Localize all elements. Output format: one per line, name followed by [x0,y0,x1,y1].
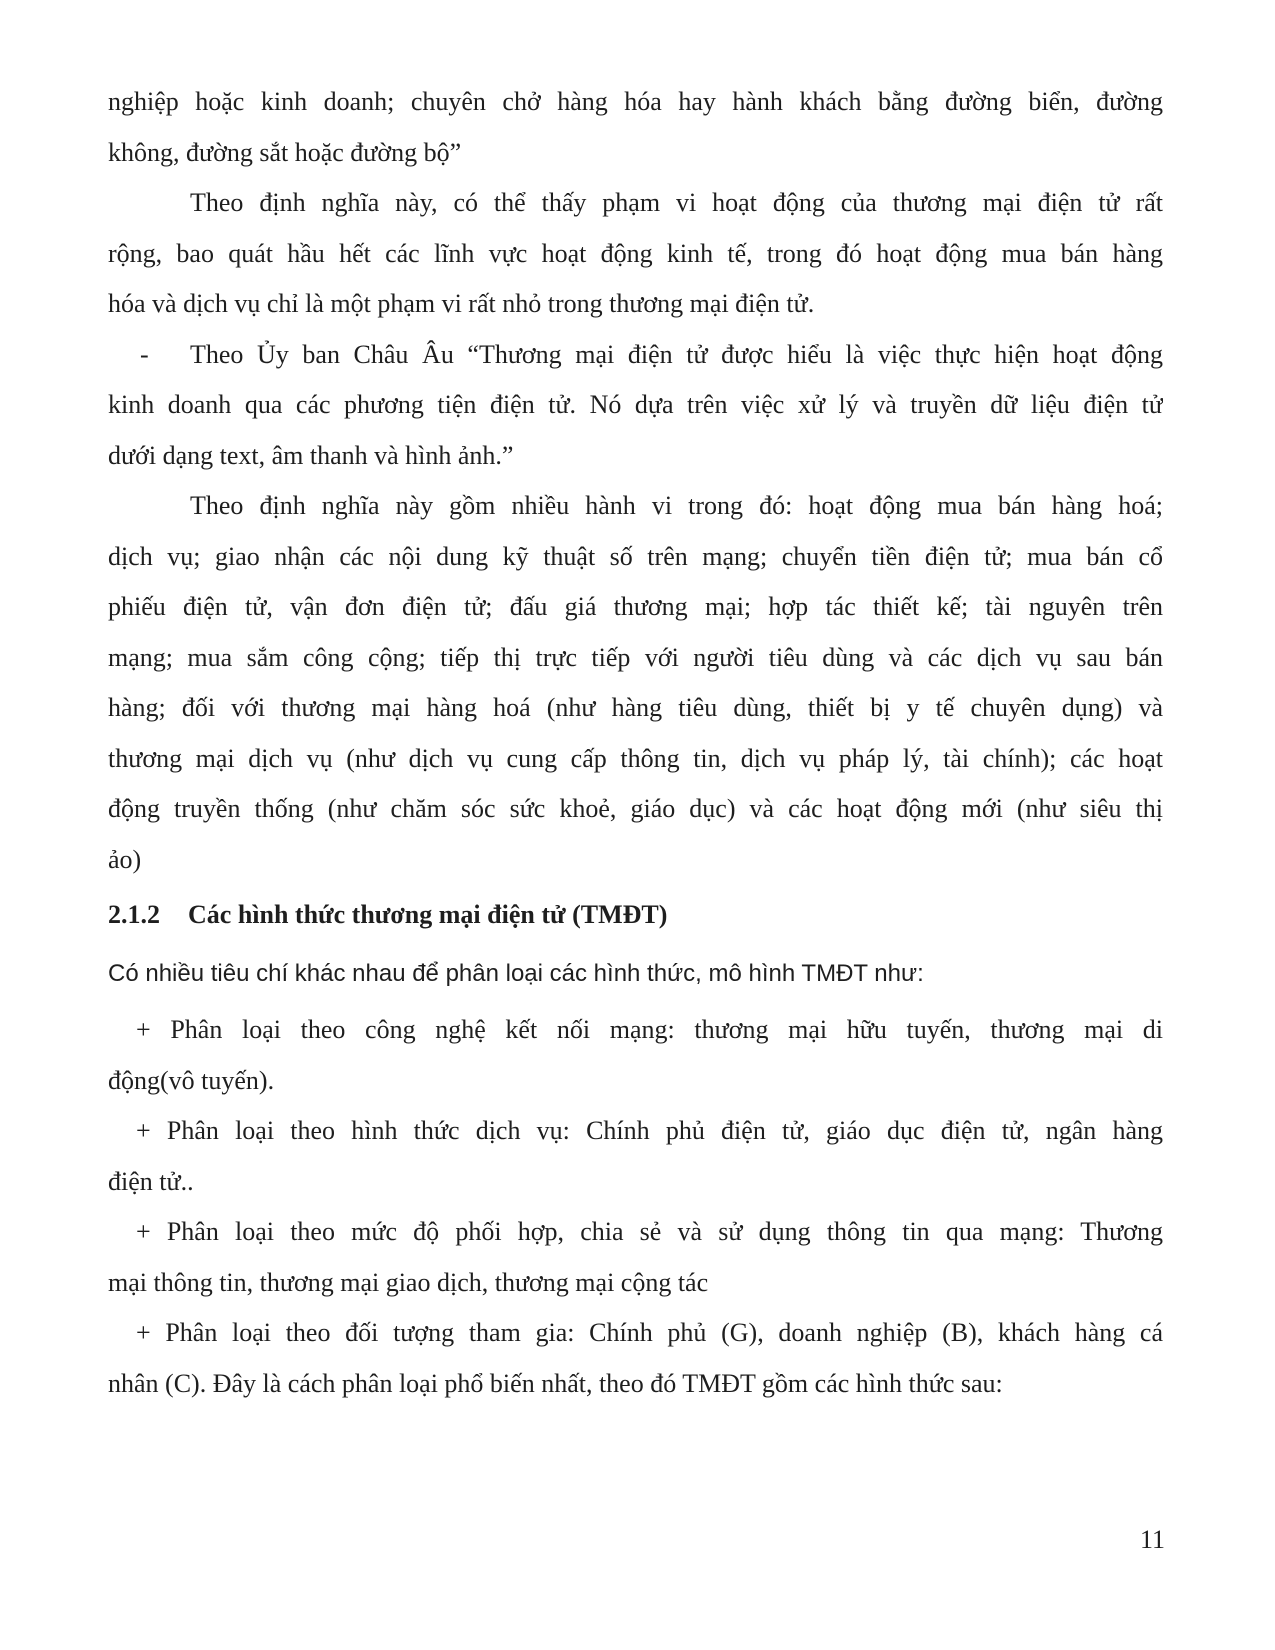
text-line: hóa và dịch vụ chỉ là một phạm vi rất nhỏ trong thương mại điện tử. [108,289,815,318]
text-line: dịch vụ; giao nhận các nội dung kỹ thuật số trên mạng; chuyển tiền điện tử; mua bán cổ [108,541,1163,571]
text-line: không, đường sắt hoặc đường bộ” [108,137,462,167]
body-text [108,77,1163,1409]
classification-item: + Phân loại theo mức độ phối hợp, chia sẻ và sử dụng thông tin qua mạng: Thương [136,1217,1163,1246]
text-line: động truyền thống (như chăm sóc sức khoẻ, giáo dục) và các hoạt động mới (như siêu thị [108,794,1163,823]
page-number: 11 [1140,1525,1166,1554]
text-line: mại thông tin, thương mại giao dịch, thương mại cộng tác [108,1267,709,1297]
dash-list-item [108,330,1163,381]
text-line: nghiệp hoặc kinh doanh; chuyên chở hàng hóa hay hành khách bằng đường biển, đường [108,87,1163,116]
text-line: kinh doanh qua các phương tiện điện tử. Nó dựa trên việc xử lý và truyền dữ liệu điện tử [108,390,1163,419]
text-line: động(vô tuyến). [108,1065,275,1095]
classification-item: + Phân loại theo công nghệ kết nối mạng: thương mại hữu tuyến, thương mại di [136,1015,1163,1044]
text-line: dưới dạng text, âm thanh và hình ảnh.” [108,440,514,470]
section-intro: Có nhiều tiêu chí khác nhau để phân loại các hình thức, mô hình TMĐT như: [108,960,924,987]
classification-item: + Phân loại theo đối tượng tham gia: Chính phủ (G), doanh nghiệp (B), khách hàng cá [136,1318,1163,1347]
text-line: rộng, bao quát hầu hết các lĩnh vực hoạt động kinh tế, trong đó hoạt động mua bán hàng [108,238,1163,268]
text-line: hàng; đối với thương mại hàng hoá (như hàng tiêu dùng, thiết bị y tế chuyên dụng) và [108,693,1163,722]
text-line: nhân (C). Đây là cách phân loại phổ biến nhất, theo đó TMĐT gồm các hình thức sau: [108,1368,1003,1398]
section-title: Các hình thức thương mại điện tử (TMĐT) [188,900,668,929]
paragraph-start: Theo định nghĩa này gồm nhiều hành vi trong đó: hoạt động mua bán hàng hoá; [190,491,1163,520]
text-line: mạng; mua sắm công cộng; tiếp thị trực tiếp với người tiêu dùng và các dịch vụ sau bán [108,642,1163,672]
classification-item: + Phân loại theo hình thức dịch vụ: Chính phủ điện tử, giáo dục điện tử, ngân hàng [136,1116,1163,1145]
text-line: phiếu điện tử, vận đơn điện tử; đấu giá thương mại; hợp tác thiết kế; tài nguyên trên [108,592,1163,621]
dash-item-text: Theo Ủy ban Châu Âu “Thương mại điện tử được hiểu là việc thực hiện hoạt động [190,339,1163,369]
dash-bullet: - [140,339,149,369]
text-line: ảo) [108,844,142,874]
section-heading [108,887,1163,943]
paragraph-start: Theo định nghĩa này, có thể thấy phạm vi hoạt động của thương mại điện tử rất [190,188,1163,217]
section-number: 2.1.2 [108,900,160,929]
text-line: thương mại dịch vụ (như dịch vụ cung cấp thông tin, dịch vụ pháp lý, tài chính); các hoạt [108,743,1163,773]
text-line: điện tử.. [108,1166,194,1196]
